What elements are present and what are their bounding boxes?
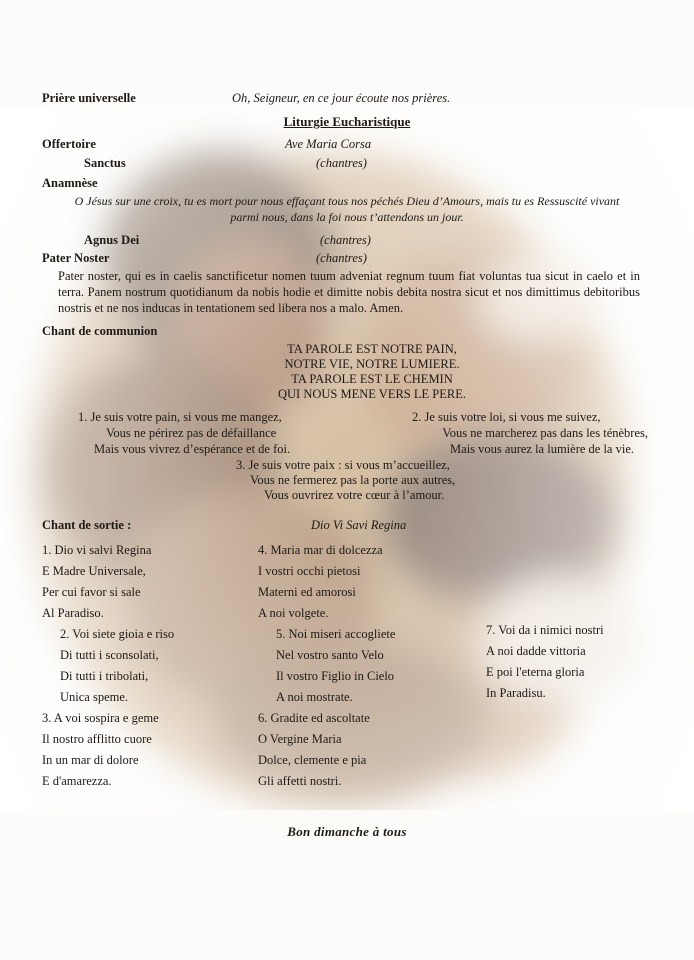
communion-label: Chant de communion — [42, 324, 158, 338]
song-line: A noi dadde vittoria — [486, 644, 586, 658]
song-line: O Vergine Maria — [258, 732, 342, 746]
offertoire-label: Offertoire — [42, 137, 96, 151]
verse-line: Mais vous vivrez d’espérance et de foi. — [94, 442, 291, 456]
verse-line: 2. Je suis votre loi, si vous me suivez, — [412, 410, 601, 424]
sortie-title: Dio Vi Savi Regina — [311, 518, 407, 532]
song-line: In Paradisu. — [486, 686, 546, 700]
song-line: Di tutti i sconsolati, — [60, 648, 159, 662]
anamnese-line-2: parmi nous, dans la foi nous t’attendons un jour. — [230, 210, 464, 224]
song-line: Per cui favor si sale — [42, 585, 141, 599]
sortie-label: Chant de sortie : — [42, 518, 132, 532]
song-line: Di tutti i tribolati, — [60, 669, 149, 683]
verse-line: 1. Je suis votre pain, si vous me mangez, — [78, 410, 282, 424]
offertoire-text: Ave Maria Corsa — [285, 137, 372, 151]
refrain-line: NOTRE VIE, NOTRE LUMIERE. — [284, 357, 460, 371]
song-line: 3. A voi sospira e geme — [42, 711, 159, 725]
song-line: Dolce, clemente e pia — [258, 753, 367, 767]
song-line: 1. Dio vi salvi Regina — [42, 543, 152, 557]
sortie-column-2 — [258, 540, 395, 792]
verse-line: Vous ne fermerez pas la porte aux autres, — [250, 473, 456, 487]
song-line: Il vostro Figlio in Cielo — [276, 669, 395, 683]
song-line: Il nostro afflitto cuore — [42, 732, 152, 746]
agnus-label: Agnus Dei — [84, 233, 140, 247]
song-line: 4. Maria mar di dolcezza — [258, 543, 383, 557]
song-line: E d'amarezza. — [42, 774, 112, 788]
pater-text: (chantres) — [316, 251, 367, 265]
song-line: Materni ed amorosi — [258, 585, 356, 599]
song-line: 5. Noi miseri accogliete — [276, 627, 396, 641]
pater-noster-body: Pater noster, qui es in caelis sanctificetur nomen tuum adveniat regnum tuum fiat voluntas tua sicut in caelo et in terra. Panem nostrum quotidianum da nobis hodie et dimitte nobis debita nostra sicut et nos dimittimus debitoribus nostris et ne nos inducas in tentationem sed libera nos a malo. Amen. — [58, 269, 640, 315]
song-line: 6. Gradite ed ascoltate — [258, 711, 370, 725]
agnus-text: (chantres) — [320, 233, 371, 247]
song-line: I vostri occhi pietosi — [258, 564, 361, 578]
song-line: 2. Voi siete gioia e riso — [60, 627, 175, 641]
song-line: Nel vostro santo Velo — [276, 648, 384, 662]
anamnese-label: Anamnèse — [42, 176, 98, 190]
song-line: Gli affetti nostri. — [258, 774, 342, 788]
song-line: E Madre Universale, — [42, 564, 146, 578]
refrain-line: TA PAROLE EST LE CHEMIN — [291, 372, 453, 386]
verse-line: Vous ne marcherez pas dans les ténèbres, — [442, 426, 648, 440]
song-line: A noi volgete. — [258, 606, 329, 620]
closing-greeting: Bon dimanche à tous — [287, 824, 407, 839]
priere-label: Prière universelle — [42, 91, 136, 105]
priere-text: Oh, Seigneur, en ce jour écoute nos prières. — [232, 91, 451, 105]
verse-line: Vous ouvrirez votre cœur à l’amour. — [264, 488, 445, 502]
song-line: In un mar di dolore — [42, 753, 139, 767]
sortie-column-1 — [42, 540, 174, 792]
refrain-line: TA PAROLE EST NOTRE PAIN, — [287, 342, 457, 356]
song-line: E poi l'eterna gloria — [486, 665, 585, 679]
liturgie-title: Liturgie Eucharistique — [283, 114, 411, 129]
pater-label: Pater Noster — [42, 251, 110, 265]
verse-line: Mais vous aurez la lumière de la vie. — [450, 442, 634, 456]
sanctus-label: Sanctus — [84, 156, 126, 170]
song-line: Al Paradiso. — [42, 606, 104, 620]
verse-line: 3. Je suis votre paix : si vous m’accueillez, — [236, 458, 450, 472]
sortie-column-3 — [486, 620, 604, 704]
song-line: 7. Voi da i nimici nostri — [486, 623, 604, 637]
song-line: A noi mostrate. — [276, 690, 353, 704]
song-line: Unica speme. — [60, 690, 129, 704]
anamnese-line-1: O Jésus sur une croix, tu es mort pour nous effaçant tous nos péchés Dieu d’Amours, mais tu es Ressuscité vivant — [74, 194, 620, 208]
verse-line: Vous ne périrez pas de défaillance — [106, 426, 277, 440]
sanctus-text: (chantres) — [316, 156, 367, 170]
refrain-line: QUI NOUS MENE VERS LE PERE. — [278, 387, 466, 401]
